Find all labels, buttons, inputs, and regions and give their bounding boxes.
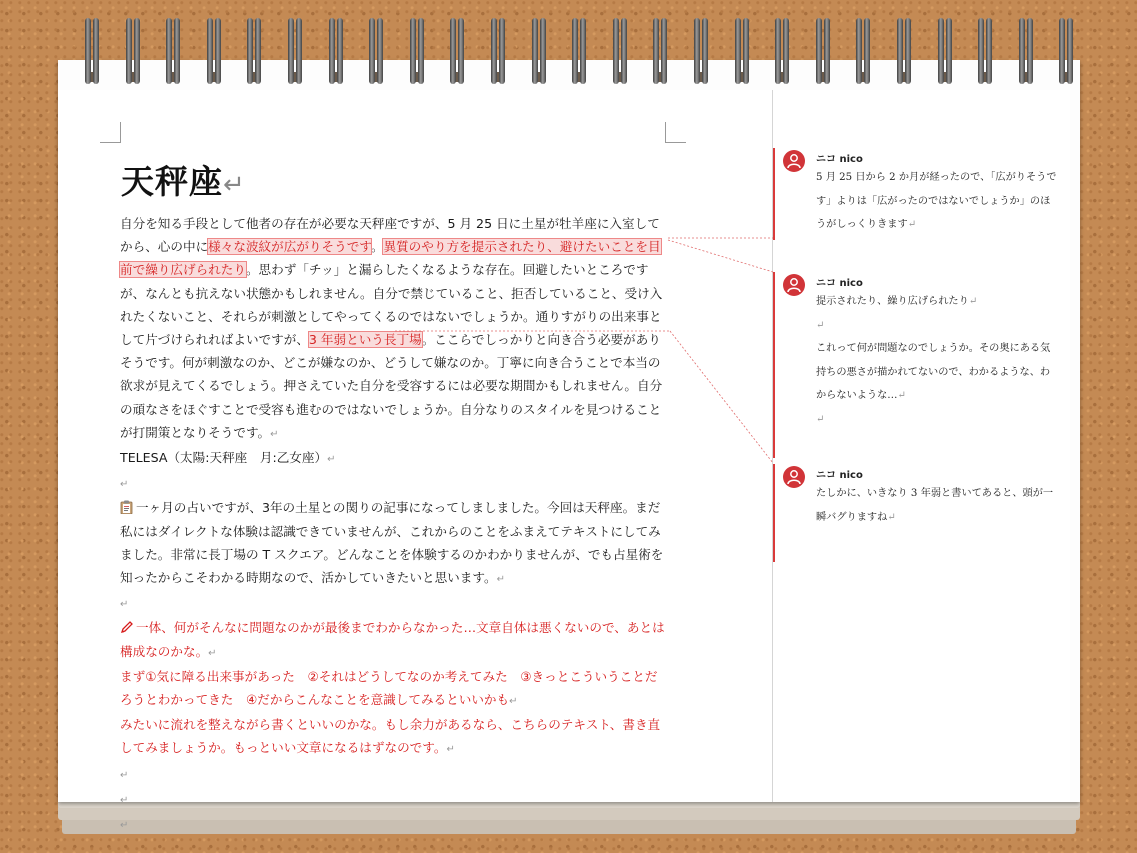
- comment-author: ニコ nico: [816, 278, 863, 289]
- binding-ring: [938, 18, 952, 84]
- signature-line[interactable]: TELESA（太陽:天秤座 月:乙女座）↵: [120, 450, 336, 466]
- comment-text[interactable]: 提示されたり、繰り広げられたり↵ ↵ これって何が問題なのでしょうか。その奥にある気持ちの悪さが描かれてないので、わかるような、わからないような…↵ ↵: [816, 296, 1051, 425]
- spiral-binding: [0, 0, 1137, 100]
- binding-ring: [856, 18, 870, 84]
- binding-ring: [572, 18, 586, 84]
- binding-ring: [369, 18, 383, 84]
- binding-ring: [329, 18, 343, 84]
- binding-ring: [450, 18, 464, 84]
- binding-ring: [166, 18, 180, 84]
- feedback-line-3[interactable]: みたいに流れを整えながら書くといいのかな。もし余力があるなら、こちらのテキスト、書き直してみましょうか。もっといい文章になるはずなのです。↵: [120, 717, 661, 756]
- comment-author: ニコ nico: [816, 470, 863, 481]
- binding-ring: [207, 18, 221, 84]
- author-note[interactable]: 一ヶ月の占いですが、3年の土星との関りの記事になってしましました。今回は天秤座。まだ私にはダイレクトな体験は認識できていませんが、これからのことをふまえてテキストにしてみました。非常に長丁場の T スクエア。どんなことを体験するのかわかりませんが、でも占星術を知ったからこそわかる時期なので、活かしていきたいと思います。↵: [120, 500, 664, 586]
- paragraph-main[interactable]: 自分を知る手段として他者の存在が必要な天秤座ですが、5 月 25 日に土星が牡羊座に入室してから、心の中に様々な波紋が広がりそうです。異質のやり方を提示されたり、避けたいことを目前で繰り広げられたり。思わず「チッ」と漏らしたくなるような存在。回避したいところですが、なんとも抗えない状態かもしれません。自分で禁じていること、拒否していること、受け入れたくないこと、それらが刺激としてやってくるのではないでしょうか。通りすがりの出来事として片づけられればよいですが、3 年弱という長丁場。ここらでしっかりと向き合う必要がありそうです。何が刺激なのか、どこが嫌なのか、どうして嫌なのか。丁寧に向き合うことで本当の欲求が見えてくるでしょう。押さえていた自分を受容するには必要な期間かもしれません。自分の頑なさをほぐすことで受容も進むのではないでしょうか。自分なりのスタイルを見つけることが打開策となりそうです。↵: [120, 216, 663, 440]
- binding-ring: [897, 18, 911, 84]
- comment-anchor-2[interactable]: 異質のやり方を提示されたり、避けたいことを目前で繰り広げられたり: [120, 239, 661, 278]
- binding-ring: [247, 18, 261, 84]
- binding-ring: [532, 18, 546, 84]
- user-avatar-icon: [783, 274, 805, 296]
- feedback-line-1[interactable]: 一体、何がそんなに問題なのかが最後までわからなかった…文章自体は悪くないので、あとは構成なのかな。↵: [120, 620, 665, 659]
- binding-ring: [1059, 18, 1073, 84]
- comment-anchor-1[interactable]: 様々な波紋が広がりそうです: [208, 239, 371, 255]
- paragraph-mark: ↵: [223, 170, 246, 200]
- binding-ring: [410, 18, 424, 84]
- comment-3-bar: [773, 464, 775, 562]
- binding-ring: [735, 18, 749, 84]
- binding-ring: [775, 18, 789, 84]
- comment-text[interactable]: たしかに、いきなり 3 年弱と書いてあると、頭が一瞬バグりますね↵: [816, 488, 1054, 523]
- feedback-line-2[interactable]: まず①気に障る出来事があった ②それはどうしてなのか考えてみた ③きっとこういうことだろうとわかってきた ④だからこんなことを意識してみるといいかも↵: [120, 668, 658, 708]
- document-title[interactable]: 天秤座↵: [121, 162, 246, 201]
- binding-ring: [126, 18, 140, 84]
- comment-2-bar: [773, 272, 775, 458]
- binding-ring: [653, 18, 667, 84]
- comment-card-1[interactable]: [783, 150, 1063, 240]
- binding-ring: [288, 18, 302, 84]
- binding-ring: [816, 18, 830, 84]
- binding-ring: [978, 18, 992, 84]
- binding-ring: [85, 18, 99, 84]
- binding-ring: [491, 18, 505, 84]
- comment-card-3[interactable]: [783, 466, 1063, 562]
- user-avatar-icon: [783, 150, 805, 172]
- binding-ring: [1019, 18, 1033, 84]
- document-body[interactable]: 自分を知る手段として他者の存在が必要な天秤座ですが、5 月 25 日に土星が牡羊座に入室してから、心の中に様々な波紋が広がりそうです。異質のやり方を提示されたり、避けたいことを目前で繰り広げられたり。思わず「チッ」と漏らしたくなるような存在。回避したいところですが、なんとも抗えない状態かもしれません。自分で禁じていること、拒否していること、受け入れたくないこと、それらが刺激としてやってくるのではないでしょうか。通りすがりの出来事として片づけられればよいですが、3 年弱という長丁場。ここらでしっかりと向き合う必要がありそうです。何が刺激なのか、どこが嫌なのか、どうして嫌なのか。丁寧に向き合うことで本当の欲求が見えてくるでしょう。押さえていた自分を受容するには必要な期間かもしれません。自分の頑なさをほぐすことで受容も進むのではないでしょうか。自分なりのスタイルを見つけることが打開策となりそうです。↵ TELESA（太陽:天秤座 月:乙女座）↵ ↵ 一ヶ月の占いですが、3年の土星との関りの記事になってしましました。今回は天秤座。まだ私にはダイレクトな体験は認識できていませんが、これからのことをふまえてテキストにしてみました。非常に長丁場の T スクエア。どんなことを体験するのかわかりませんが、でも占星術を知ったからこそわかる時期なので、活かしていきたいと思います。↵ ↵ 一体、何がそんなに問題なのかが最後までわからなかった…文章自体は悪くないので、あとは構成なのかな。↵ まず①気に障る出来事があった ②それはどうしてなのか考えてみた ③きっとこういうことだろうとわかってきた ④だからこんなことを意識してみるといいかも↵ みたいに流れを整えながら書くといいのかな。もし余力があるなら、こちらのテキスト、書き直してみましょうか。もっといい文章になるはずなのです。↵ ↵ ↵ ↵: [120, 212, 668, 837]
- comment-author: ニコ nico: [816, 154, 863, 165]
- binding-ring: [613, 18, 627, 84]
- user-avatar-icon: [783, 466, 805, 488]
- comment-text[interactable]: 5 月 25 日から 2 か月が経ったので、「広がりそうです」よりは「広がったのではないでしょうか」のほうがしっくりきます↵: [816, 172, 1057, 230]
- comment-card-2[interactable]: [783, 274, 1063, 454]
- comment-1-bar: [773, 148, 775, 240]
- comment-anchor-3[interactable]: 3 年弱という長丁場: [308, 332, 422, 348]
- binding-ring: [694, 18, 708, 84]
